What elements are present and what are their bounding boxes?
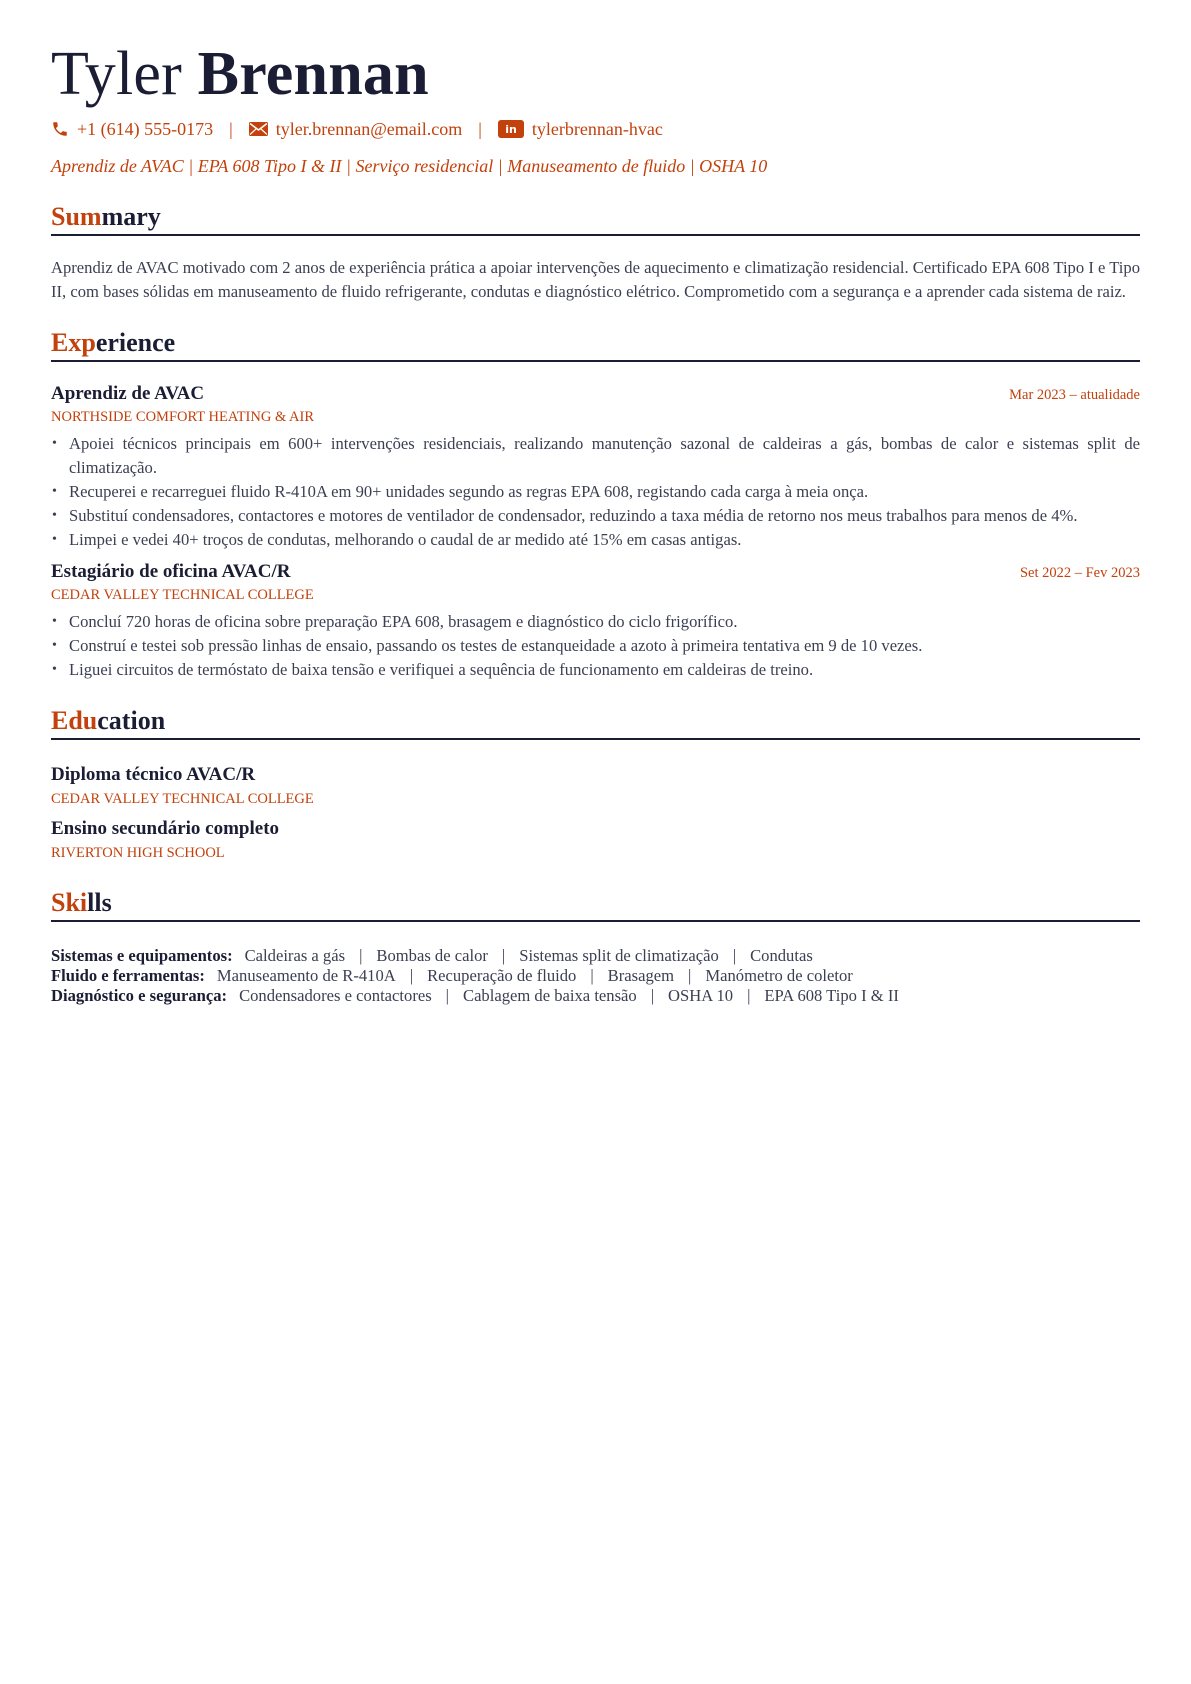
last-name: Brennan	[197, 40, 429, 108]
skill-separator: |	[747, 986, 751, 1005]
degree-title: Diploma técnico AVAC/R	[51, 764, 256, 785]
summary-text: Aprendiz de AVAC motivado com 2 anos de experiência prática a apoiar intervenções de aquecimento e climatização residencial. Certificado EPA 608 Tipo I e Tipo II, com bases sólidas em manuseamento de fluido refrigerante, condutas e diagnóstico elétrico. Comprometido com a segurança e a aprender cada sistema de raiz.	[51, 258, 1140, 301]
envelope-icon	[249, 122, 268, 136]
skill-category: Sistemas e equipamentos:	[51, 946, 233, 965]
linkedin-badge-text: in	[505, 123, 517, 136]
bullet-item: • Limpei e vedei 40+ troços de condutas, melhorando o caudal de ar medido até 15% em casas antigas.	[51, 528, 1140, 552]
contact-email[interactable]	[249, 119, 463, 140]
tagline: Aprendiz de AVAC | EPA 608 Tipo I & II | Serviço residencial | Manuseamento de fluido | OSHA 10	[51, 156, 768, 176]
skill-item: Sistemas split de climatização	[519, 946, 719, 965]
summary-section	[51, 200, 1140, 304]
email-text: tyler.brennan@email.com	[275, 118, 463, 139]
bullet-item: • Liguei circuitos de termóstato de baixa tensão e verifiquei a sequência de funcionamento em caldeiras de treino.	[51, 658, 1140, 682]
contact-phone[interactable]	[51, 119, 213, 140]
skill-item: Bombas de calor	[376, 946, 488, 965]
school-name: CEDAR VALLEY TECHNICAL COLLEGE	[51, 791, 314, 807]
job-bullets	[51, 432, 1140, 552]
skill-item: Manómetro de coletor	[705, 966, 853, 985]
skill-separator: |	[359, 946, 363, 965]
skill-item: Recuperação de fluido	[427, 966, 577, 985]
education-entry	[51, 762, 1140, 810]
candidate-name	[51, 38, 1140, 110]
bullet-item: • Construí e testei sob pressão linhas de ensaio, passando os testes de estanqueidade a azoto à primeira tentativa em 9 de 10 vezes.	[51, 634, 1140, 658]
job-bullets	[51, 610, 1140, 682]
skill-item: OSHA 10	[668, 986, 734, 1005]
section-heading: Summary	[51, 200, 1140, 236]
skill-item: Manuseamento de R-410A	[216, 966, 396, 985]
contact-line	[51, 116, 1140, 142]
experience-section	[51, 326, 1140, 682]
school-name: RIVERTON HIGH SCHOOL	[51, 845, 225, 861]
skill-item: Condutas	[750, 946, 813, 965]
education-section	[51, 704, 1140, 864]
skill-row	[51, 946, 1140, 966]
skill-separator: |	[732, 946, 737, 965]
job-title: Estagiário de oficina AVAC/R	[51, 561, 291, 582]
first-name: Tyler	[51, 40, 182, 108]
job-entry	[51, 560, 1140, 682]
education-entry	[51, 816, 1140, 864]
skill-separator: |	[409, 966, 414, 985]
contact-separator: |	[229, 118, 233, 139]
skill-item: Cablagem de baixa tensão	[463, 986, 637, 1005]
skill-separator: |	[590, 966, 594, 985]
skill-item: EPA 608 Tipo I & II	[764, 986, 899, 1005]
skill-category: Diagnóstico e segurança:	[51, 986, 228, 1005]
skill-separator: |	[445, 986, 449, 1005]
bullet-item: • Recuperei e recarreguei fluido R-410A em 90+ unidades segundo as regras EPA 608, registando cada carga à meia onça.	[51, 480, 1140, 504]
skill-row	[51, 966, 1140, 986]
skill-item: Brasagem	[607, 966, 675, 985]
job-company: NORTHSIDE COMFORT HEATING & AIR	[51, 409, 315, 425]
bullet-item: • Apoiei técnicos principais em 600+ intervenções residenciais, realizando manutenção sazonal de caldeiras a gás, bombas de calor e sistemas split de climatização.	[51, 432, 1140, 480]
contact-separator: |	[478, 118, 482, 139]
skills-section	[51, 886, 1140, 1006]
job-entry	[51, 382, 1140, 552]
skill-separator: |	[501, 946, 506, 965]
degree-title: Ensino secundário completo	[51, 818, 280, 839]
resume-page	[51, 38, 1140, 1006]
job-dates: Mar 2023 – atualidade	[1009, 387, 1140, 403]
phone-text: +1 (614) 555-0173	[77, 118, 214, 139]
section-heading: Skills	[51, 886, 1140, 922]
phone-icon	[51, 120, 69, 138]
skill-category: Fluido e ferramentas:	[51, 966, 205, 985]
linkedin-text: tylerbrennan-hvac	[531, 118, 663, 139]
skill-separator: |	[688, 966, 692, 985]
skill-separator: |	[650, 986, 655, 1005]
skills-list	[51, 946, 1140, 1006]
job-dates: Set 2022 – Fev 2023	[1019, 565, 1140, 581]
job-title: Aprendiz de AVAC	[51, 383, 205, 404]
skill-row	[51, 986, 1140, 1006]
bullet-item: • Substituí condensadores, contactores e motores de ventilador de condensador, reduzindo a taxa média de retorno nos meus trabalhos para menos de 4%.	[51, 504, 1140, 528]
section-heading: Experience	[51, 326, 1140, 362]
bullet-item: • Concluí 720 horas de oficina sobre preparação EPA 608, brasagem e diagnóstico do ciclo frigorífico.	[51, 610, 1140, 634]
section-heading: Education	[51, 704, 1140, 740]
contact-linkedin[interactable]	[498, 119, 663, 140]
skill-item: Caldeiras a gás	[244, 946, 346, 965]
skill-item: Condensadores e contactores	[239, 986, 432, 1005]
linkedin-icon	[498, 120, 524, 138]
job-company: CEDAR VALLEY TECHNICAL COLLEGE	[51, 587, 314, 603]
